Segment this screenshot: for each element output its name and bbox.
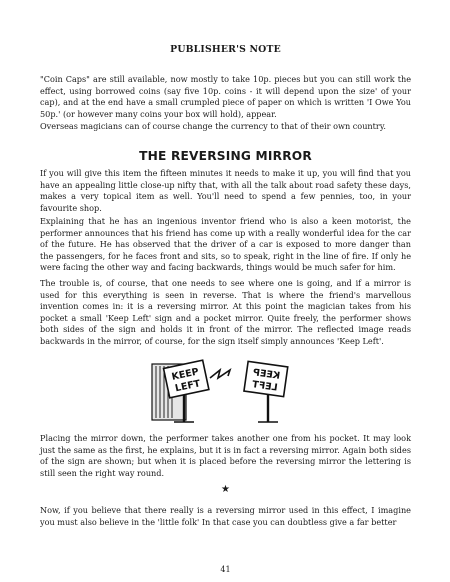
note-paragraph: Overseas magicians can of course change the currency to that of their own country. [40, 121, 386, 131]
sign-text-line2: LEFT [174, 378, 202, 395]
publishers-note-heading: PUBLISHER'S NOTE [170, 44, 281, 55]
reflected-sign [244, 361, 288, 396]
keep-left-sign-illustration [150, 356, 302, 426]
note-paragraph: "Coin Caps" are still available, now mostly to take 10p. pieces but you can still work the effect, using borrowed coins (say five 10p. coins - it will depend upon the size' of your cap), and at the end have a small crumpled piece of paper on which is written 'I Owe You 50p.' (or however many coins your box will hold), appear. [40, 74, 411, 119]
reflected-text-line1: KEEP [252, 367, 281, 382]
page-number: 41 [220, 565, 231, 574]
reflected-text-line2: LEFT [251, 379, 279, 394]
body-paragraph: Placing the mirror down, the performer takes another one from his pocket. It may look just the same as the first, he explains, but it is in fact a reversing mirror. Again both sides of the sign are shown; but when it is placed before the reversing mirror the lettering is still seen the right way round. [40, 433, 411, 478]
arrow-icon [210, 370, 230, 378]
body-paragraph: The trouble is, of course, that one needs to see where one is going, and if a mirror is used for this everything is seen in reverse. That is where the friend's marvellous invention comes in: it is a reversing mirror. At this point the magician takes from his pocket a small 'Keep Left' sign and a pocket mirror. Quite freely, the performer shows both sides of the sign and holds it in front of the mirror. The reflected image reads backwards in the mirror, of course, for the sign itself simply announces 'Keep Left'. [40, 278, 411, 346]
section-star: ★ [221, 484, 230, 495]
body-paragraph: Explaining that he has an ingenious inventor friend who is also a keen motorist, the performer announces that his friend has come up with a really wonderful idea for the car of the future. He has observed that the driver of a car is exposed to more danger than the passengers, for he faces front and sits, so to speak, right in the line of fire. If only he were facing the other way and facing backwards, things would be much safer for him. [40, 216, 411, 273]
article-title: THE REVERSING MIRROR [139, 149, 312, 163]
body-paragraph: Now, if you believe that there really is a reversing mirror used in this effect, I imagine you must also believe in the 'little folk' In that case you can doubtless give a far better [40, 505, 411, 527]
body-paragraph: If you will give this item the fifteen minutes it needs to make it up, you will find that you have an appealing little close-up nifty that, with all the talk about road safety these days, makes a very topical item as well. You'll need to spend a few pennies, too, in your favourite shop. [40, 168, 411, 213]
sign-text-line1: KEEP [170, 366, 200, 383]
